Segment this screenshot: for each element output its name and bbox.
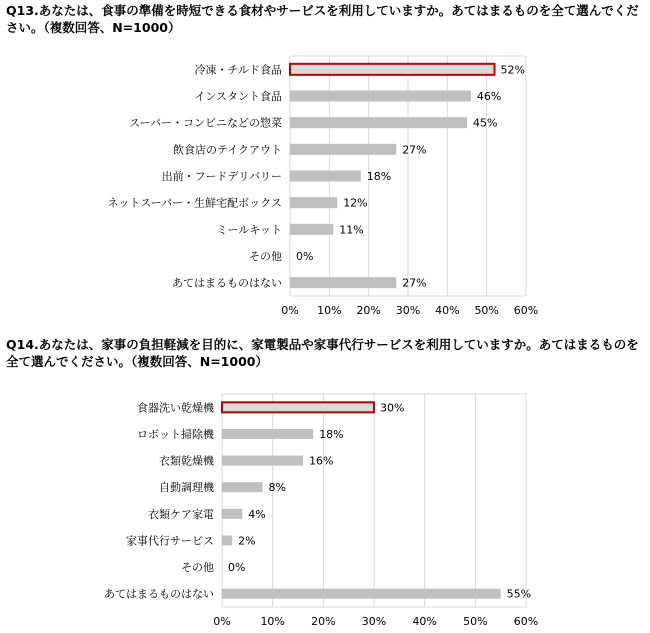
x-tick-label: 30%: [361, 615, 387, 628]
x-tick-label: 10%: [317, 304, 342, 317]
category-label: 衣類ケア家電: [148, 507, 214, 521]
category-label: その他: [249, 250, 282, 263]
data-label: 11%: [339, 223, 364, 237]
x-tick-label: 30%: [395, 304, 421, 317]
x-tick-label: 40%: [412, 615, 437, 628]
data-label: 27%: [402, 276, 427, 290]
category-label: 出前・フードデリバリー: [161, 170, 282, 183]
category-label: 食器洗い乾燥機: [137, 401, 214, 415]
data-label: 0%: [296, 250, 314, 263]
category-label: インスタント食品: [194, 90, 282, 103]
data-label: 12%: [343, 196, 368, 210]
bar: [222, 402, 374, 412]
category-label: スーパー・コンビニなどの惣菜: [129, 116, 282, 130]
x-tick-label: 40%: [435, 304, 460, 317]
q14-title: Q14.あなたは、家事の負担軽減を目的に、家電製品や家事代行サービスを利用していますか。あてはまるものを全て選んでください。（複数回答、N=1000）: [6, 337, 639, 369]
data-label: 45%: [473, 116, 498, 130]
x-tick-label: 10%: [260, 615, 285, 628]
x-tick-label: 60%: [513, 304, 539, 317]
data-label: 55%: [506, 587, 532, 601]
category-label: 衣類乾燥機: [159, 454, 214, 468]
data-label: 52%: [500, 63, 525, 77]
category-label: あてはまるものはない: [172, 276, 282, 290]
data-label: 30%: [380, 401, 405, 415]
q13-title: Q13.あなたは、食事の準備を時短できる食材やサービスを利用していますか。あてはまるものを全て選んでください。（複数回答、N=1000）: [6, 3, 639, 35]
data-label: 18%: [366, 170, 392, 183]
data-label: 46%: [476, 90, 502, 103]
data-label: 4%: [248, 507, 266, 521]
x-tick-label: 60%: [513, 615, 539, 628]
category-label: ネットスーパー・生鮮宅配ボックス: [107, 196, 282, 210]
category-label: 家事代行サービス: [126, 534, 214, 548]
category-label: ミールキット: [216, 223, 282, 237]
x-tick-label: 50%: [463, 615, 488, 628]
category-label: その他: [181, 561, 214, 575]
x-tick-label: 20%: [356, 304, 381, 317]
category-label: ロボット掃除機: [137, 427, 214, 441]
data-label: 27%: [402, 143, 427, 157]
x-tick-label: 50%: [474, 304, 499, 317]
x-tick-label: 0%: [213, 615, 231, 628]
data-label: 2%: [238, 534, 256, 548]
category-label: 自動調理機: [159, 481, 214, 495]
data-label: 18%: [319, 427, 344, 441]
bar: [222, 429, 313, 439]
data-label: 16%: [309, 454, 334, 468]
category-label: 冷凍・チルド食品: [194, 63, 282, 77]
x-tick-label: 0%: [281, 304, 299, 317]
bar: [222, 482, 263, 492]
data-label: 8%: [268, 481, 286, 495]
category-label: 飲食店のテイクアウト: [172, 143, 282, 157]
bar: [222, 456, 303, 466]
data-label: 0%: [228, 561, 246, 575]
bar: [222, 535, 232, 545]
x-tick-label: 20%: [311, 615, 336, 628]
bar: [222, 589, 501, 599]
category-label: あてはまるものはない: [104, 587, 214, 601]
bar: [222, 509, 242, 519]
